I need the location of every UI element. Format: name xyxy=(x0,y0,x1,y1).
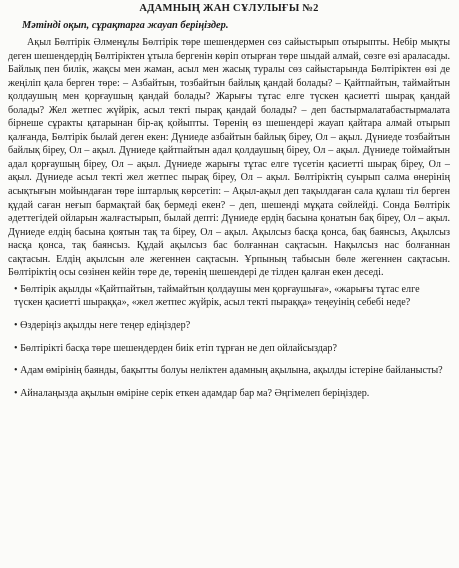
instruction: Мәтінді оқып, сұрақтарға жауап беріңіздер. xyxy=(22,20,229,31)
reading-text: Ақыл Бөлтірік Әлменұлы Бөлтірік төре шешендермен сөз сайыстырып отырыпты. Небір мықты деген шешендердің Бөлтіріктен ұтыла бергенін көріп отырған төре шыдай алмай, сөзге өзі араласады. Байлық пен билік, жақсы мен жаман, асыл мен жасық туралы сөз сайыстарында Бөлтіріктен өзі де жеңіліп қала берген төре: – Азбайтын, тозбайтын байлық қандай болады? – Қайтпайтын, таймайтын қолдаушың мен қорғаушың қандай болады? Жарығы тұтас елге түскен қасиетті шырақ қандай болады? Жел жетпес жүйрік, асыл текті пырақ қандай болады? – деп бастырмалатабастырмалата бірнеше сұракты қатарынан бір-ақ қойыпты. Төренің өз шешендері жауап қайтара алмай отырып қалғанда, Бөлтірік былай деген екен: Дүниеде азбайтын байлық біреу, Ол – ақыл. Дүниеде тозбайтын байлық біреу, Ол – ақыл. Дүниеде қайтпайтын адал қолдаушың біреу, Ол – ақыл. Дүниеде тоймайтын адал қорғаушың біреу, Ол – ақыл. Дүниеде жарығы тұтас елге түсетін қасиетті шырақ біреу, Ол – ақыл. Дүниеде асыл текті жел жетпес пырақ біреу, Ол – ақыл. Бөлтіріктің суырып салма өнерінің асықтығын мойындаған төре іштарлық көрсетіп: – Ақыл-ақыл деп тақылдаған сала құлаш тіл берген құдай саған неғып бармақтай бақ бермеді екен? – деп, шешенді мұқата сөйлейді. Сонда Бөлтірік әдеттегідей ойларын жалғастырып, былай депті: Дүниеде ердің басына қонатын бақ біреу, Ол – ақыл. Дүниеде елдің басына қоятын тақ та біреу, Ол – ақыл. Ақылсыз басқа қонса, бақ баянсыз, Ақылсыз насқа қонса, тақ баянсыз. Құдай ақылсыз бас болғаннан сақтасын. Нақылсыз нас болғаннан сақтасын. Елдің ақылсын әле жегеннен сақтасын. Ұрпының табысын бөле жегеннен сақтасын. Бөлтіріктің осы сөзінен кейін төре де, төренің шешендері де тілден қалған екен деседі. xyxy=(8,37,450,279)
page-title: АДАМНЫҢ ЖАН СҰЛУЛЫҒЫ №2 xyxy=(139,3,319,14)
question-item: • Өздеріңіз ақылды неге теңер едіңіздер? xyxy=(14,320,191,332)
question-item: • Бөлтірікті басқа төре шешендерден биік етіп тұрған не деп ойлайсыздар? xyxy=(14,342,337,354)
question-item: • Адам өмірінің баянды, бақытты болуы нелiктен адамның ақылына, ақылды істеріне байланысты? xyxy=(14,365,443,377)
question-list xyxy=(8,283,450,401)
question-item: • Айналаңызда ақылын өміріне серік еткен адамдар бар ма? Әңгімелеп беріңіздер. xyxy=(14,387,370,399)
question-item: • Бөлтірік ақылды «Қайтпайтын, таймайтын қолдаушы мен қорғаушыға», «жарығы тұтас елге түскен қасиетті шыраққа», «жел жетпес жүйрік, асыл текті пыраққа» теңеуінің себебі неде? xyxy=(14,283,420,309)
